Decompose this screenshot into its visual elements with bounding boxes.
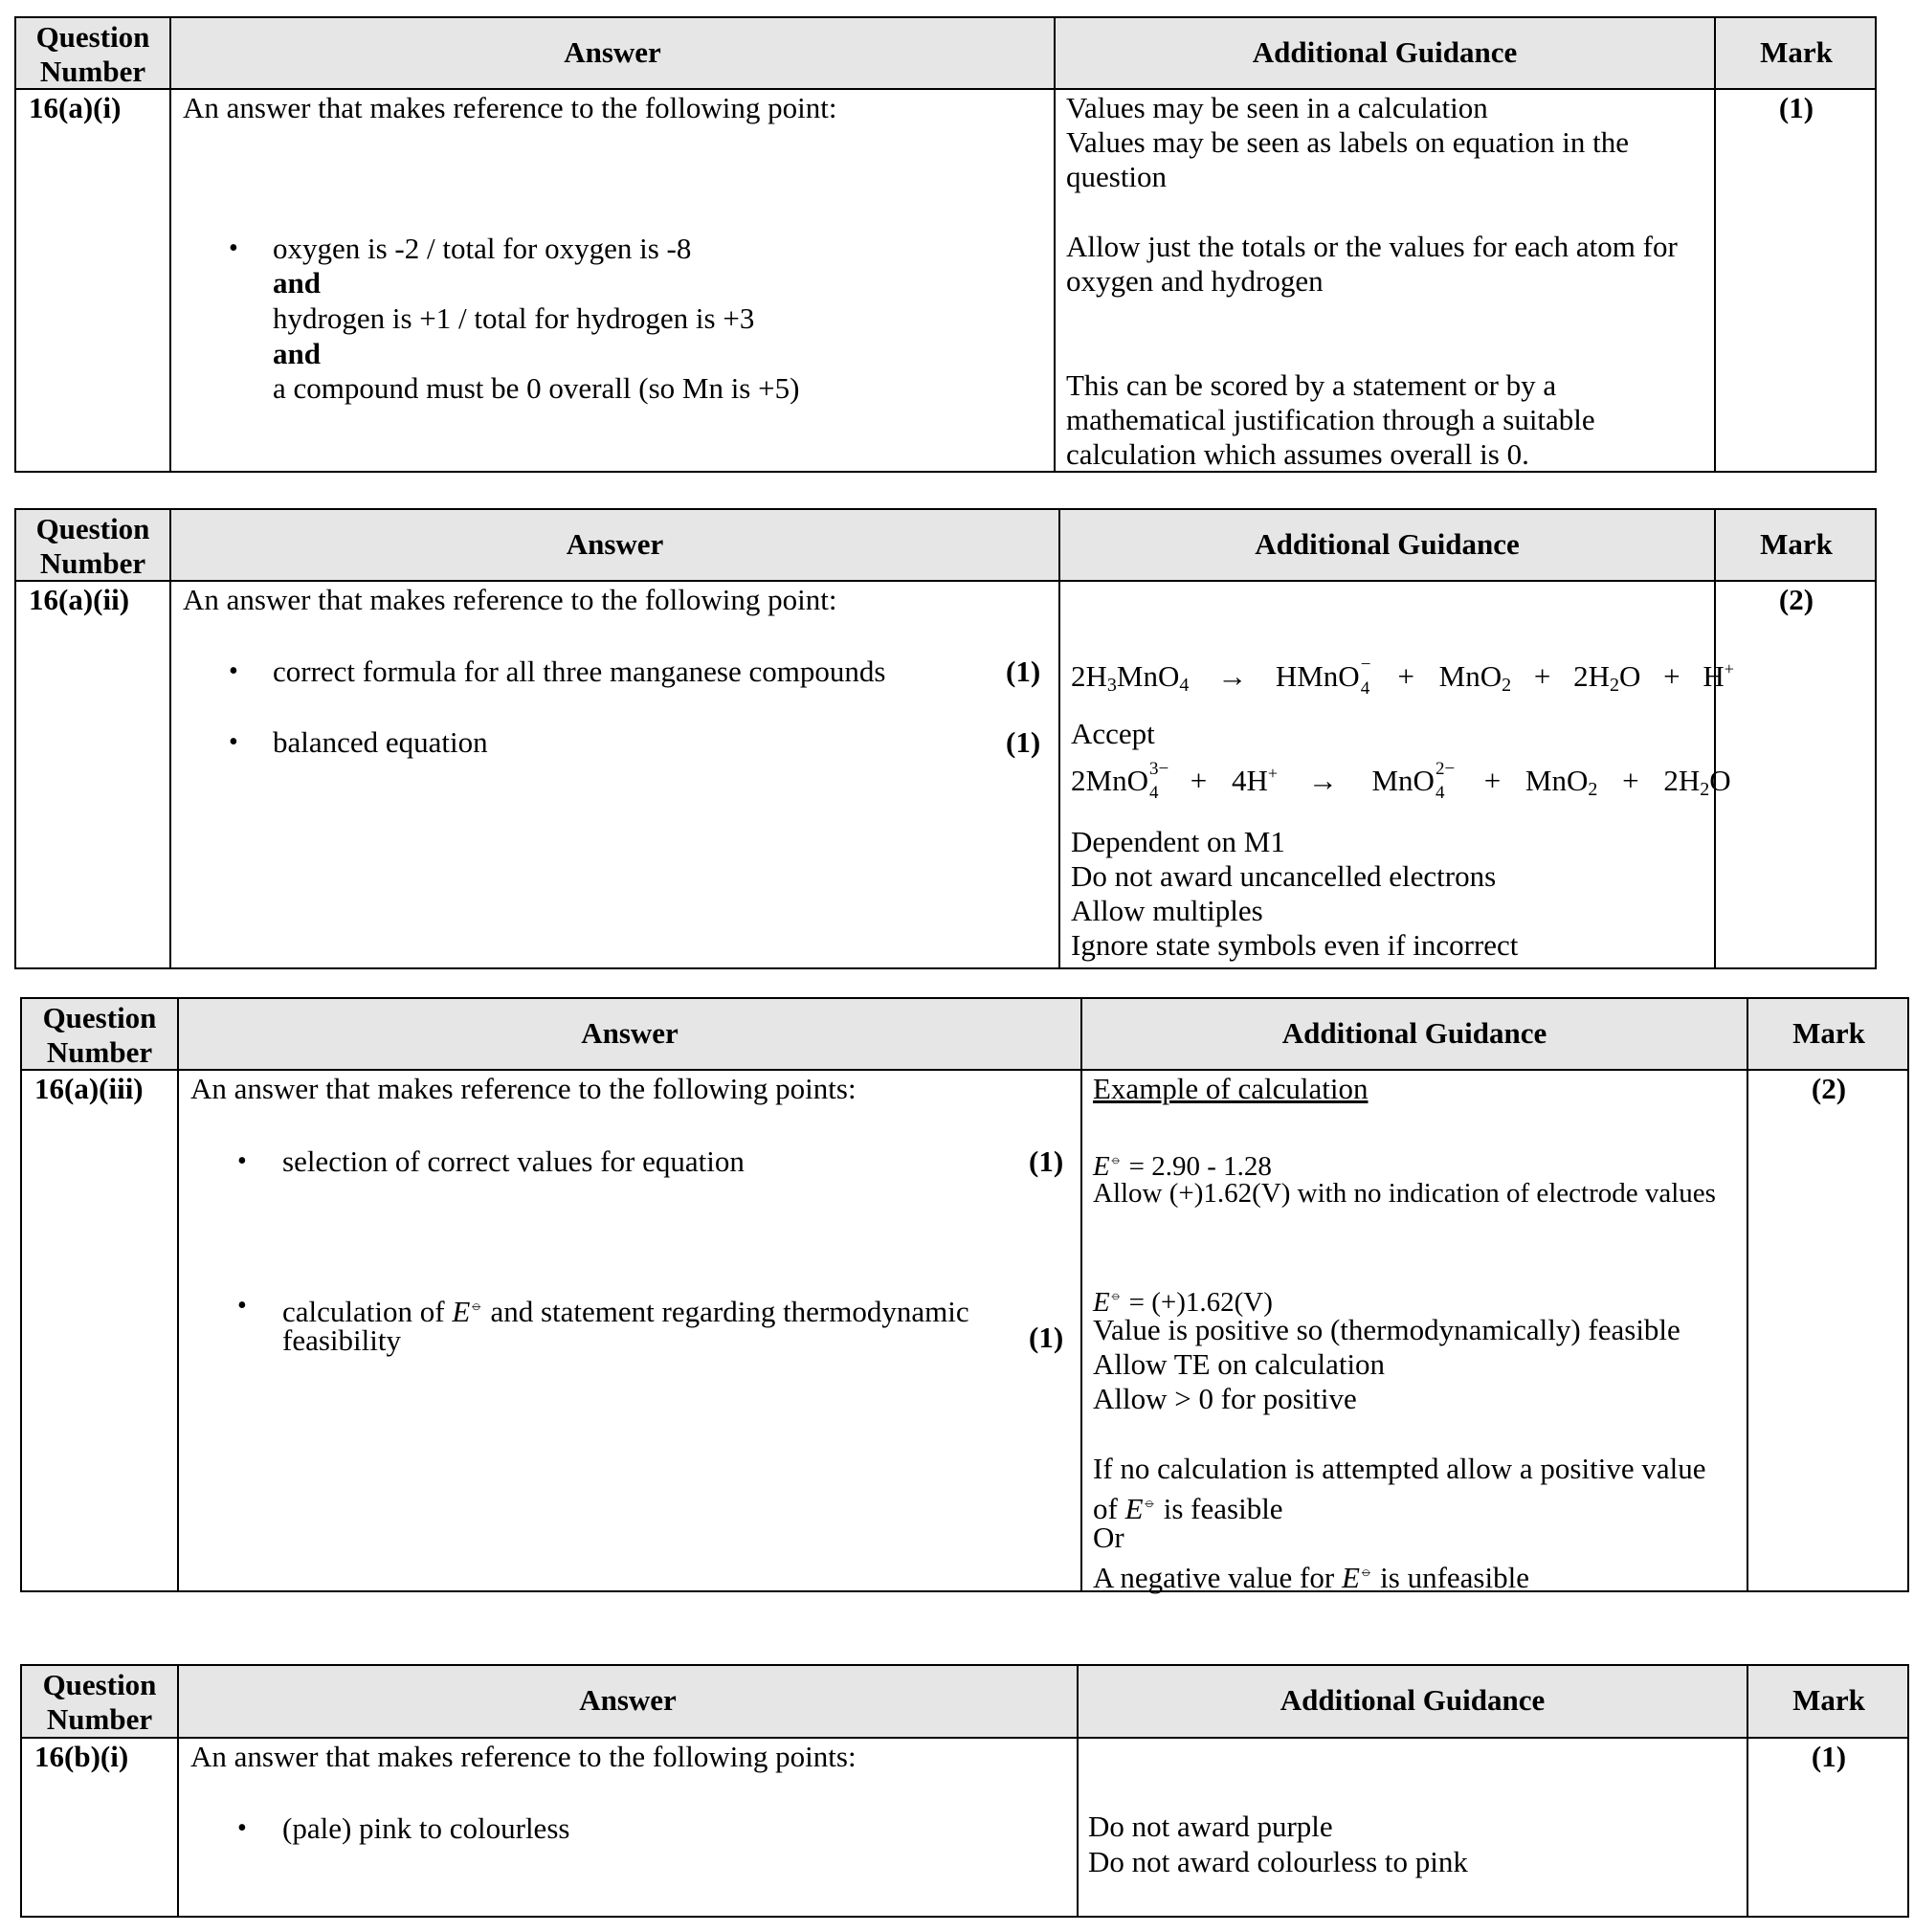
bullet-icon: • — [229, 656, 238, 686]
table-16a-i — [14, 16, 1877, 473]
answer-line: hydrogen is +1 / total for hydrogen is +3 — [273, 301, 755, 335]
guidance-line: Ignore state symbols even if incorrect — [1071, 928, 1519, 962]
bullet-mark: (1) — [1006, 655, 1041, 688]
bullet-icon: • — [237, 1146, 247, 1176]
guidance-line: Allow > 0 for positive — [1093, 1382, 1357, 1415]
header-answer: Answer — [581, 1016, 679, 1050]
answer-bullet: calculation of E⦵ and statement regarding thermodynamic — [282, 1295, 969, 1328]
bullet-icon: • — [229, 233, 238, 263]
guidance-line: Allow just the totals or the values for each atom for — [1066, 230, 1678, 263]
header-answer: Answer — [566, 527, 664, 561]
question-number: 16(a)(ii) — [29, 583, 130, 616]
table-16a-iii — [20, 997, 1909, 1592]
answer-intro: An answer that makes reference to the following point: — [183, 91, 837, 124]
column-divider — [1714, 18, 1716, 471]
equation-main: 2H3MnO4 → HMnO 4 − + MnO2 + 2H2O + H+ — [1071, 655, 1734, 699]
answer-line: a compound must be 0 overall (so Mn is +5) — [273, 371, 800, 405]
column-divider — [169, 18, 171, 471]
guidance-line: Allow TE on calculation — [1093, 1347, 1386, 1381]
answer-bullet: (pale) pink to colourless — [282, 1811, 570, 1845]
bullet-mark: (1) — [1029, 1321, 1064, 1354]
calculation-line: E⦵ = 2.90 - 1.28 — [1093, 1151, 1272, 1182]
header-additional-guidance: Additional Guidance — [1255, 527, 1520, 561]
guidance-line: Dependent on M1 — [1071, 825, 1285, 858]
header-additional-guidance: Additional Guidance — [1281, 1016, 1547, 1050]
header-additional-guidance: Additional Guidance — [1252, 35, 1518, 69]
answer-intro: An answer that makes reference to the following points: — [190, 1072, 857, 1105]
column-divider — [1714, 510, 1716, 967]
bullet-mark: (1) — [1029, 1144, 1064, 1178]
header-mark: Mark — [1760, 35, 1833, 69]
bullet-icon: • — [229, 727, 238, 757]
answer-intro: An answer that makes reference to the following point: — [183, 583, 837, 616]
header-question-number: Question Number — [35, 20, 150, 88]
table-16a-ii — [14, 508, 1877, 969]
guidance-line: Do not award uncancelled electrons — [1071, 859, 1497, 893]
header-mark: Mark — [1760, 527, 1833, 561]
question-number: 16(a)(i) — [29, 91, 122, 124]
header-mark: Mark — [1792, 1683, 1865, 1717]
answer-bullet: balanced equation — [273, 725, 488, 759]
guidance-line: mathematical justification through a suitable — [1066, 403, 1595, 436]
guidance-line: Values may be seen in a calculation — [1066, 91, 1488, 124]
accept-label: Accept — [1071, 717, 1155, 750]
question-number: 16(b)(i) — [34, 1740, 129, 1773]
guidance-line: Value is positive so (thermodynamically) feasible — [1093, 1313, 1680, 1346]
guidance-line: A negative value for E⦵ is unfeasible — [1093, 1561, 1529, 1594]
guidance-line: Do not award colourless to pink — [1088, 1845, 1468, 1878]
guidance-line: oxygen and hydrogen — [1066, 264, 1324, 298]
answer-bullet-continued: feasibility — [282, 1323, 401, 1357]
header-mark: Mark — [1792, 1016, 1865, 1050]
guidance-line: This can be scored by a statement or by a — [1066, 368, 1557, 402]
header-question-number: Question Number — [42, 1001, 157, 1069]
header-question-number: Question Number — [42, 1668, 157, 1736]
header-question-number: Question Number — [35, 512, 150, 580]
column-divider — [1080, 999, 1082, 1590]
bullet-icon: • — [237, 1813, 247, 1843]
equation-alternative: 2MnO 4 3− + 4H+ → MnO 4 2− + MnO2 + 2H2O — [1071, 759, 1731, 803]
bullet-mark: (1) — [1006, 725, 1041, 759]
header-answer: Answer — [564, 35, 661, 69]
example-calculation-title: Example of calculation — [1093, 1072, 1369, 1105]
table-16b-i — [20, 1664, 1909, 1918]
column-divider — [1054, 18, 1056, 471]
question-mark: (2) — [1811, 1072, 1847, 1105]
answer-bullet: correct formula for all three manganese compounds — [273, 655, 886, 688]
guidance-line: Or — [1093, 1521, 1124, 1554]
answer-line: oxygen is -2 / total for oxygen is -8 — [273, 232, 692, 265]
header-additional-guidance: Additional Guidance — [1280, 1683, 1546, 1717]
bullet-icon: • — [237, 1291, 247, 1321]
guidance-line: Do not award purple — [1088, 1810, 1333, 1843]
question-mark: (1) — [1778, 91, 1814, 124]
guidance-line: Allow multiples — [1071, 894, 1263, 927]
answer-bullet: selection of correct values for equation — [282, 1144, 745, 1178]
guidance-line: Values may be seen as labels on equation in the — [1066, 125, 1629, 159]
question-number: 16(a)(iii) — [34, 1072, 144, 1105]
question-mark: (1) — [1811, 1740, 1847, 1773]
guidance-line: If no calculation is attempted allow a positive value — [1093, 1452, 1706, 1485]
header-answer: Answer — [579, 1683, 677, 1717]
column-divider — [1058, 510, 1060, 967]
column-divider — [177, 999, 179, 1590]
answer-connector: and — [273, 266, 321, 300]
calculation-line: E⦵ = (+)1.62(V) — [1093, 1287, 1273, 1318]
answer-connector: and — [273, 337, 321, 370]
guidance-line: calculation which assumes overall is 0. — [1066, 437, 1529, 471]
guidance-line: Allow (+)1.62(V) with no indication of electrode values — [1093, 1178, 1716, 1209]
question-mark: (2) — [1778, 583, 1814, 616]
guidance-line: question — [1066, 160, 1168, 193]
guidance-line: of E⦵ is feasible — [1093, 1492, 1283, 1525]
answer-intro: An answer that makes reference to the following points: — [190, 1740, 857, 1773]
column-divider — [169, 510, 171, 967]
